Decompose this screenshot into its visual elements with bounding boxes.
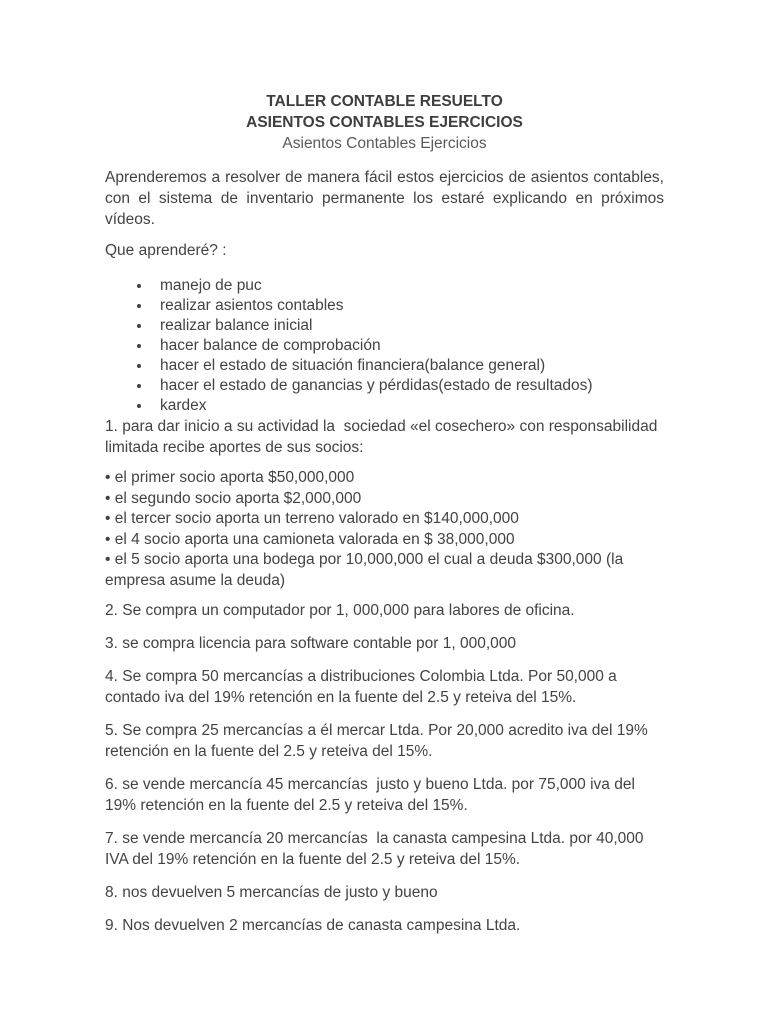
learn-heading: Que aprenderé? : bbox=[105, 242, 227, 259]
page-title bbox=[105, 91, 664, 154]
learn-item: • realizar balance inicial bbox=[152, 316, 664, 336]
learn-item: • hacer balance de comprobación bbox=[152, 336, 664, 356]
exercise-paragraph: 6. se vende mercancía 45 mercancías justo y bueno Ltda. por 75,000 iva del 19% retención en la fuente del 2.5 y reteiva del 15%. bbox=[105, 776, 640, 814]
exercise-paragraph: 4. Se compra 50 mercancías a distribuciones Colombia Ltda. Por 50,000 a contado iva del 19% retención en la fuente del 2.5 y reteiva del 15%. bbox=[105, 668, 622, 706]
exercise-paragraph: 3. se compra licencia para software contable por 1, 000,000 bbox=[105, 635, 516, 652]
exercise-paragraph: 2. Se compra un computador por 1, 000,000 para labores de oficina. bbox=[105, 602, 575, 619]
contribution-line: • el 4 socio aporta una camioneta valorada en $ 38,000,000 bbox=[105, 530, 515, 548]
contribution-line: • el 5 socio aporta una bodega por 10,000,000 el cual a deuda $300,000 (la empresa asume la deuda) bbox=[105, 551, 628, 589]
intro-paragraph: Aprenderemos a resolver de manera fácil estos ejercicios de asientos contables, con el sistema de inventario permanente los estaré explicando en próximos vídeos. bbox=[105, 169, 664, 228]
exercise-paragraph: 7. se vende mercancía 20 mercancías la canasta campesina Ltda. por 40,000 IVA del 19% retención en la fuente del 2.5 y reteiva del 15%. bbox=[105, 830, 648, 868]
learn-item: • kardex bbox=[152, 396, 664, 416]
learn-item: • hacer el estado de situación financiera(balance general) bbox=[152, 356, 664, 376]
exercise-paragraph: 9. Nos devuelven 2 mercancías de canasta campesina Ltda. bbox=[105, 917, 521, 934]
learn-item: • realizar asientos contables bbox=[152, 296, 664, 316]
title-line-2: ASIENTOS CONTABLES EJERCICIOS bbox=[246, 114, 523, 131]
exercise-1-paragraph: 1. para dar inicio a su actividad la sociedad «el cosechero» con responsabilidad limitada recibe aportes de sus socios: bbox=[105, 418, 662, 456]
contribution-line: • el segundo socio aporta $2,000,000 bbox=[105, 489, 362, 507]
learn-item: • manejo de puc bbox=[152, 276, 664, 296]
learn-item: • hacer el estado de ganancias y pérdidas(estado de resultados) bbox=[152, 376, 664, 396]
exercise-paragraph: 5. Se compra 25 mercancías a él mercar Ltda. Por 20,000 acredito iva del 19% retención en la fuente del 2.5 y reteiva del 15%. bbox=[105, 722, 653, 760]
learn-list bbox=[105, 276, 664, 416]
contribution-line: • el tercer socio aporta un terreno valorado en $140,000,000 bbox=[105, 510, 519, 527]
contribution-line: • el primer socio aporta $50,000,000 bbox=[105, 469, 355, 486]
exercise-paragraph: 8. nos devuelven 5 mercancías de justo y bueno bbox=[105, 884, 438, 901]
contributions-block bbox=[105, 468, 664, 591]
page-subtitle: Asientos Contables Ejercicios bbox=[282, 135, 487, 152]
title-line-1: TALLER CONTABLE RESUELTO bbox=[266, 93, 503, 110]
